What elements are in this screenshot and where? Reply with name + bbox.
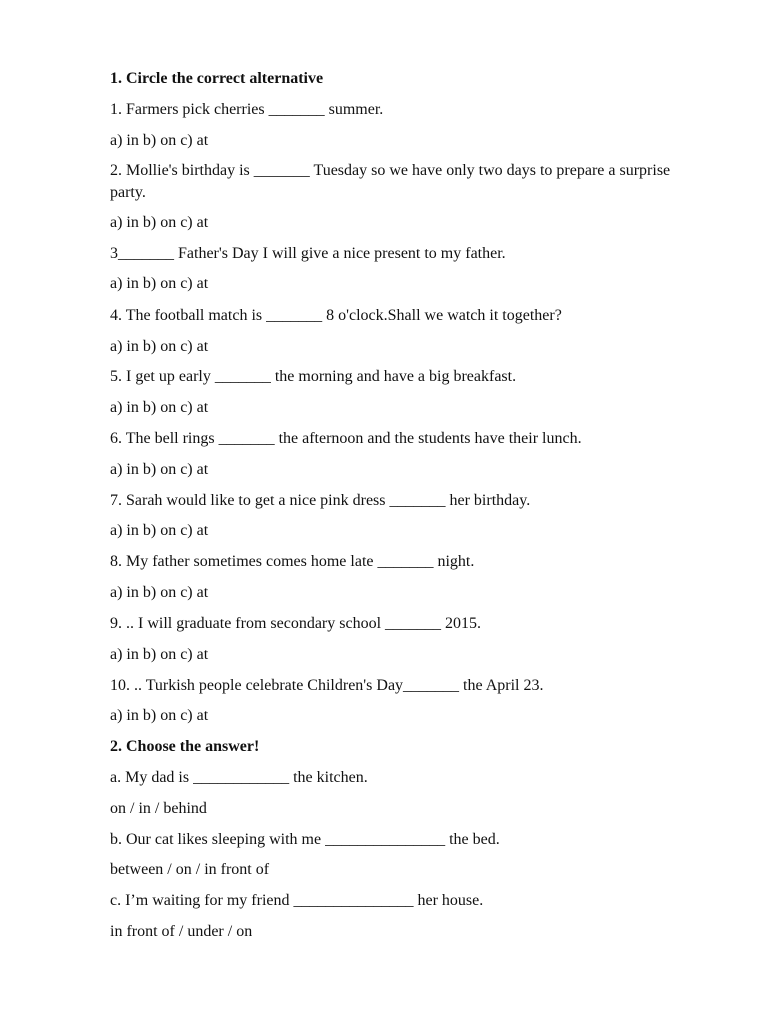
question-10-options: a) in b) on c) at (110, 707, 209, 724)
question-5-options: a) in b) on c) at (110, 399, 209, 416)
question-9-options: a) in b) on c) at (110, 646, 209, 663)
question-b: b. Our cat likes sleeping with me _______________ the bed. (110, 831, 500, 848)
section1-heading: 1. Circle the correct alternative (110, 70, 324, 87)
question-a-options: on / in / behind (110, 800, 207, 817)
question-1-options: a) in b) on c) at (110, 132, 209, 149)
question-2: 2. Mollie's birthday is _______ Tuesday so we have only two days to prepare a surprise party. (110, 162, 671, 201)
question-b-options: between / on / in front of (110, 861, 270, 878)
question-9: 9. .. I will graduate from secondary school _______ 2015. (110, 615, 482, 632)
question-7-options: a) in b) on c) at (110, 522, 209, 539)
question-c-options: in front of / under / on (110, 923, 253, 940)
question-c: c. I’m waiting for my friend _______________ her house. (110, 892, 484, 909)
question-7: 7. Sarah would like to get a nice pink dress _______ her birthday. (110, 492, 531, 509)
question-5: 5. I get up early _______ the morning and have a big breakfast. (110, 368, 517, 385)
question-2-options: a) in b) on c) at (110, 214, 209, 231)
question-6-options: a) in b) on c) at (110, 461, 209, 478)
question-6: 6. The bell rings _______ the afternoon and the students have their lunch. (110, 430, 582, 447)
question-1: 1. Farmers pick cherries _______ summer. (110, 101, 384, 118)
question-4-options: a) in b) on c) at (110, 338, 209, 355)
question-3: 3_______ Father's Day I will give a nice present to my father. (110, 245, 506, 262)
section2-heading: 2. Choose the answer! (110, 738, 260, 755)
question-8: 8. My father sometimes comes home late _______ night. (110, 553, 475, 570)
question-8-options: a) in b) on c) at (110, 584, 209, 601)
question-a: a. My dad is ____________ the kitchen. (110, 769, 368, 786)
question-4: 4. The football match is _______ 8 o'clock.Shall we watch it together? (110, 307, 562, 324)
question-10: 10. .. Turkish people celebrate Children's Day_______ the April 23. (110, 677, 544, 694)
question-3-options: a) in b) on c) at (110, 275, 209, 292)
